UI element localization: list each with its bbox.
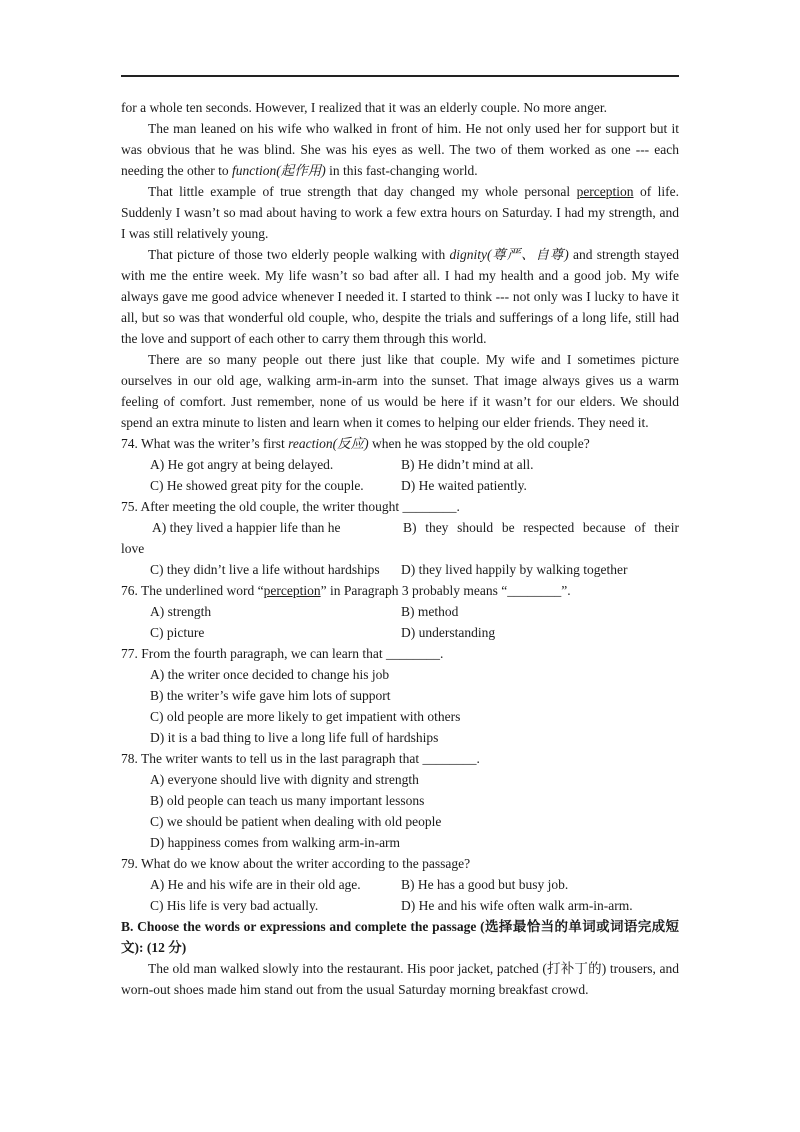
option-75-a: A) they lived a happier life than he (152, 520, 341, 535)
option-79-d: D) He and his wife often walk arm-in-arm. (401, 898, 633, 913)
question-74-stem-a: 74. What was the writer’s first (121, 436, 289, 451)
paragraph-2-text-b: of life. Suddenly I wasn’t so mad about having to work a few extra hours on Saturday. I had my strength, and I was still relatively young. (121, 184, 679, 241)
option-76-b: B) method (401, 604, 459, 619)
option-77-d: D) it is a bad thing to live a long life full of hardships (150, 730, 439, 745)
option-79-a: A) He and his wife are in their old age. (150, 877, 361, 892)
option-78-a: A) everyone should live with dignity and strength (150, 772, 419, 787)
perception-underlined-reference: perception (263, 583, 321, 598)
option-75-b-continued: love (121, 541, 145, 556)
question-74 (121, 433, 679, 454)
perception-underlined-word: perception (576, 184, 634, 199)
option-75-c: C) they didn’t live a life without hardships (150, 562, 380, 577)
dignity-term: dignity(尊严、自尊) (449, 247, 569, 262)
option-74-a: A) He got angry at being delayed. (150, 457, 334, 472)
page-content (121, 97, 679, 1000)
question-76-options-row-1 (121, 601, 679, 622)
option-79-c: C) His life is very bad actually. (150, 898, 319, 913)
reaction-term: reaction(反应) (288, 436, 369, 451)
question-75-options-row-2 (121, 559, 679, 580)
option-77-b: B) the writer’s wife gave him lots of support (150, 688, 391, 703)
question-76-stem-b: ” in Paragraph 3 probably means “________”. (320, 583, 571, 598)
option-76-d: D) understanding (401, 625, 496, 640)
question-76-options-row-2 (121, 622, 679, 643)
option-74-b: B) He didn’t mind at all. (401, 457, 534, 472)
question-74-options-row-1 (121, 454, 679, 475)
option-76-a: A) strength (150, 604, 212, 619)
paragraph-1-text-a: The man leaned on his wife who walked in front of him. He not only used her for support but it was obvious that he was blind. She was his eyes as well. The two of them worked as one --- each needing the other to (121, 121, 679, 178)
question-79-options-row-2 (121, 895, 679, 916)
question-76 (121, 580, 679, 601)
section-b-paragraph-1: The old man walked slowly into the restaurant. His poor jacket, patched (打补丁的) trousers, and worn-out shoes made him stand out from the usual Saturday morning breakfast crowd. (121, 961, 679, 997)
paragraph-1 (121, 118, 679, 181)
paragraph-3-text-a: That picture of those two elderly people walking with (148, 247, 450, 262)
option-77-c: C) old people are more likely to get impatient with others (150, 709, 461, 724)
option-74-c: C) He showed great pity for the couple. (150, 478, 364, 493)
option-77-a: A) the writer once decided to change his job (150, 667, 390, 682)
paragraph-3-text-b: and strength stayed with me the entire week. My life wasn’t so bad after all. I had my health and a good job. My wife always gave me good advice whenever I needed it. I started to think --- not only was I lucky to have it all, but so was that wonderful old couple, who, despite the trials and sufferings of a long life, still had the love and support of each other to carry them through this world. (121, 247, 679, 346)
question-76-stem-a: 76. The underlined word “ (121, 583, 264, 598)
option-78-c: C) we should be patient when dealing with old people (150, 814, 442, 829)
paragraph-4: There are so many people out there just like that couple. My wife and I sometimes picture ourselves in our old age, walking arm-in-arm into the sunset. That image always gives us a warm feeling of comfort. Just remember, none of us would be here if it wasn’t for our elders. We should spend an extra minute to listen and learn when it comes to helping our elder friends. They need it. (121, 352, 679, 430)
paragraph-0: for a whole ten seconds. However, I realized that it was an elderly couple. No more anger. (121, 100, 608, 115)
paragraph-2 (121, 181, 679, 244)
question-75-options-row-1 (121, 517, 679, 538)
paragraph-3 (121, 244, 679, 349)
question-75: 75. After meeting the old couple, the writer thought ________. (121, 499, 460, 514)
paragraph-1-text-b: in this fast-changing world. (325, 163, 478, 178)
question-79-options-row-1 (121, 874, 679, 895)
function-term: function(起作用) (231, 163, 326, 178)
question-77: 77. From the fourth paragraph, we can learn that ________. (121, 646, 444, 661)
question-74-options-row-2 (121, 475, 679, 496)
header-rule (121, 75, 679, 77)
option-78-d: D) happiness comes from walking arm-in-arm (150, 835, 401, 850)
option-76-c: C) picture (150, 625, 205, 640)
question-78: 78. The writer wants to tell us in the last paragraph that ________. (121, 751, 480, 766)
question-79: 79. What do we know about the writer according to the passage? (121, 856, 471, 871)
section-b-heading: B. Choose the words or expressions and complete the passage (选择最恰当的单词或词语完成短文): (12 分) (121, 919, 679, 955)
paragraph-2-text-a: That little example of true strength that day changed my whole personal (148, 184, 577, 199)
question-74-stem-b: when he was stopped by the old couple? (368, 436, 590, 451)
option-75-d: D) they lived happily by walking together (401, 562, 628, 577)
option-74-d: D) He waited patiently. (401, 478, 527, 493)
option-78-b: B) old people can teach us many important lessons (150, 793, 425, 808)
option-75-b: B) they should be respected because of their (403, 520, 679, 535)
option-79-b: B) He has a good but busy job. (401, 877, 569, 892)
